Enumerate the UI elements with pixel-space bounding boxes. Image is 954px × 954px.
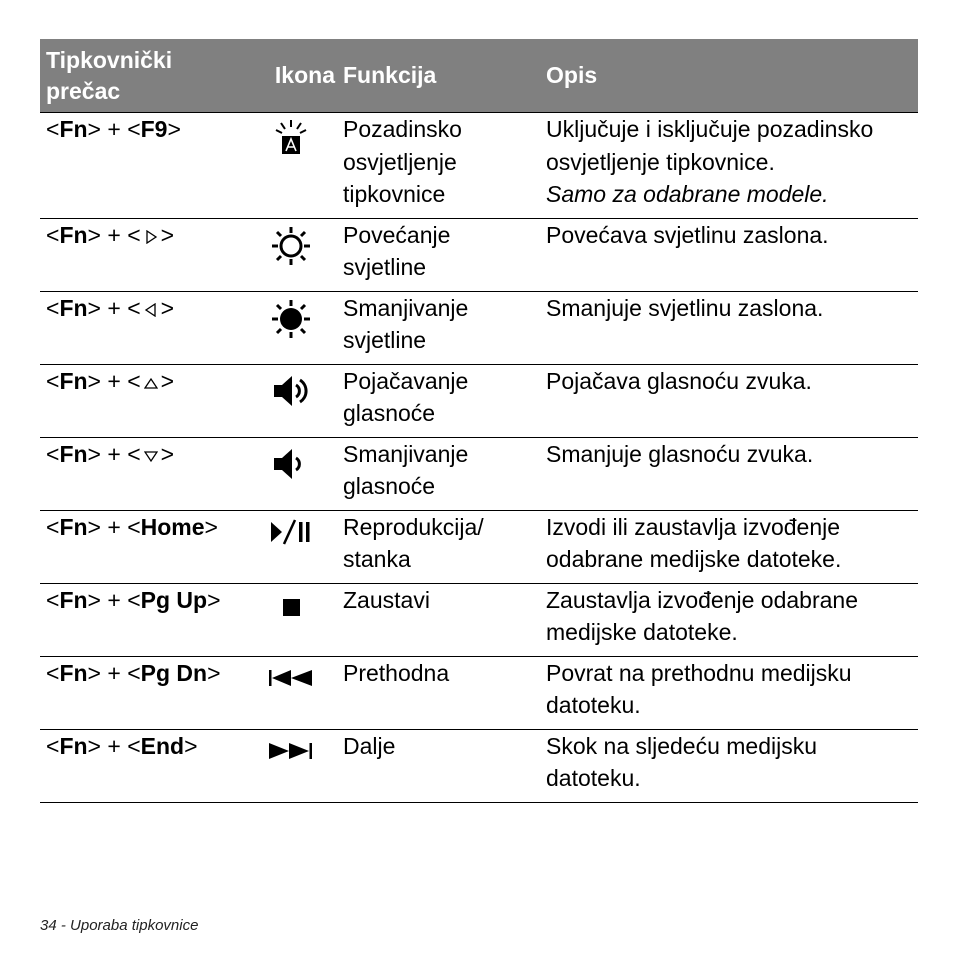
icon-cell [245, 113, 337, 219]
description-note: Samo za odabrane modele. [546, 181, 829, 207]
shortcut-cell: <Fn> + < > [40, 437, 245, 510]
key-label: End [140, 732, 185, 759]
fn-key: Fn [59, 513, 88, 540]
description-cell: Skok na sljedeću medijsku datoteku. [540, 729, 918, 802]
function-cell: Smanjivanje glasnoće [337, 437, 540, 510]
fn-key: Fn [59, 732, 88, 759]
brightness-down-icon [270, 298, 312, 340]
table-row [40, 113, 918, 219]
header-shortcut: Tipkovnički prečac [40, 39, 245, 113]
volume-up-icon [271, 371, 311, 411]
header-description: Opis [540, 39, 918, 113]
page-footer: 34 - Uporaba tipkovnice [40, 917, 199, 934]
key-label: Pg Up [140, 586, 208, 613]
shortcut-cell: <Fn> + <Pg Up> [40, 583, 245, 656]
description-cell: Smanjuje glasnoću zvuka. [540, 437, 918, 510]
fn-key: Fn [59, 440, 88, 467]
description-text: Uključuje i isključuje pozadinsko osvjetljenje tipkovnice. [546, 116, 874, 175]
function-cell: Povećanje svjetline [337, 218, 540, 291]
function-cell: Dalje [337, 729, 540, 802]
function-cell: Smanjivanje svjetline [337, 291, 540, 364]
previous-track-icon [267, 663, 315, 693]
icon-cell [245, 656, 337, 729]
play-pause-icon [269, 517, 313, 547]
header-icon: Ikona [245, 39, 337, 113]
table-row [40, 510, 918, 583]
description-cell: Pojačava glasnoću zvuka. [540, 364, 918, 437]
icon-cell [245, 729, 337, 802]
shortcut-cell: <Fn> + < > [40, 364, 245, 437]
description-cell: Povećava svjetlinu zaslona. [540, 218, 918, 291]
key-label: Home [140, 513, 205, 540]
stop-icon [276, 590, 306, 620]
table-row [40, 291, 918, 364]
table-row [40, 583, 918, 656]
function-cell: Prethodna [337, 656, 540, 729]
description-cell: Smanjuje svjetlinu zaslona. [540, 291, 918, 364]
shortcut-cell: <Fn> + < > [40, 291, 245, 364]
function-cell: Zaustavi [337, 583, 540, 656]
header-function: Funkcija [337, 39, 540, 113]
table-row [40, 729, 918, 802]
icon-cell [245, 218, 337, 291]
arrow-left-icon [144, 303, 158, 317]
shortcut-cell: <Fn> + <End> [40, 729, 245, 802]
arrow-up-icon [144, 376, 158, 390]
table-row [40, 437, 918, 510]
shortcut-cell: <Fn> + <Pg Dn> [40, 656, 245, 729]
fn-key: Fn [59, 659, 88, 686]
description-cell: Zaustavlja izvođenje odabrane medijske datoteke. [540, 583, 918, 656]
shortcut-table [40, 39, 918, 803]
key-label: Pg Dn [140, 659, 208, 686]
shortcut-cell: <Fn> + <F9> [40, 113, 245, 219]
icon-cell [245, 364, 337, 437]
description-cell: Izvodi ili zaustavlja izvođenje odabrane medijske datoteke. [540, 510, 918, 583]
shortcut-cell: <Fn> + <Home> [40, 510, 245, 583]
volume-down-icon [271, 444, 311, 484]
keyboard-backlight-icon [274, 119, 308, 155]
description-cell: Povrat na prethodnu medijsku datoteku. [540, 656, 918, 729]
key-label: F9 [140, 116, 168, 142]
icon-cell [245, 291, 337, 364]
shortcut-cell: <Fn> + < > [40, 218, 245, 291]
icon-cell [245, 510, 337, 583]
function-cell: Reprodukcija/ stanka [337, 510, 540, 583]
table-row [40, 364, 918, 437]
description-cell [540, 113, 918, 219]
fn-key: Fn [59, 367, 88, 394]
icon-cell [245, 437, 337, 510]
fn-key: Fn [59, 586, 88, 613]
arrow-right-icon [144, 230, 158, 244]
fn-key: Fn [59, 116, 88, 142]
function-cell: Pojačavanje glasnoće [337, 364, 540, 437]
next-track-icon [267, 736, 315, 766]
brightness-up-icon [270, 225, 312, 267]
function-cell: Pozadinsko osvjetljenje tipkovnice [337, 113, 540, 219]
arrow-down-icon [144, 449, 158, 463]
fn-key: Fn [59, 221, 88, 248]
table-row [40, 218, 918, 291]
icon-cell [245, 583, 337, 656]
table-header-row [40, 39, 918, 113]
fn-key: Fn [59, 294, 88, 321]
table-row [40, 656, 918, 729]
